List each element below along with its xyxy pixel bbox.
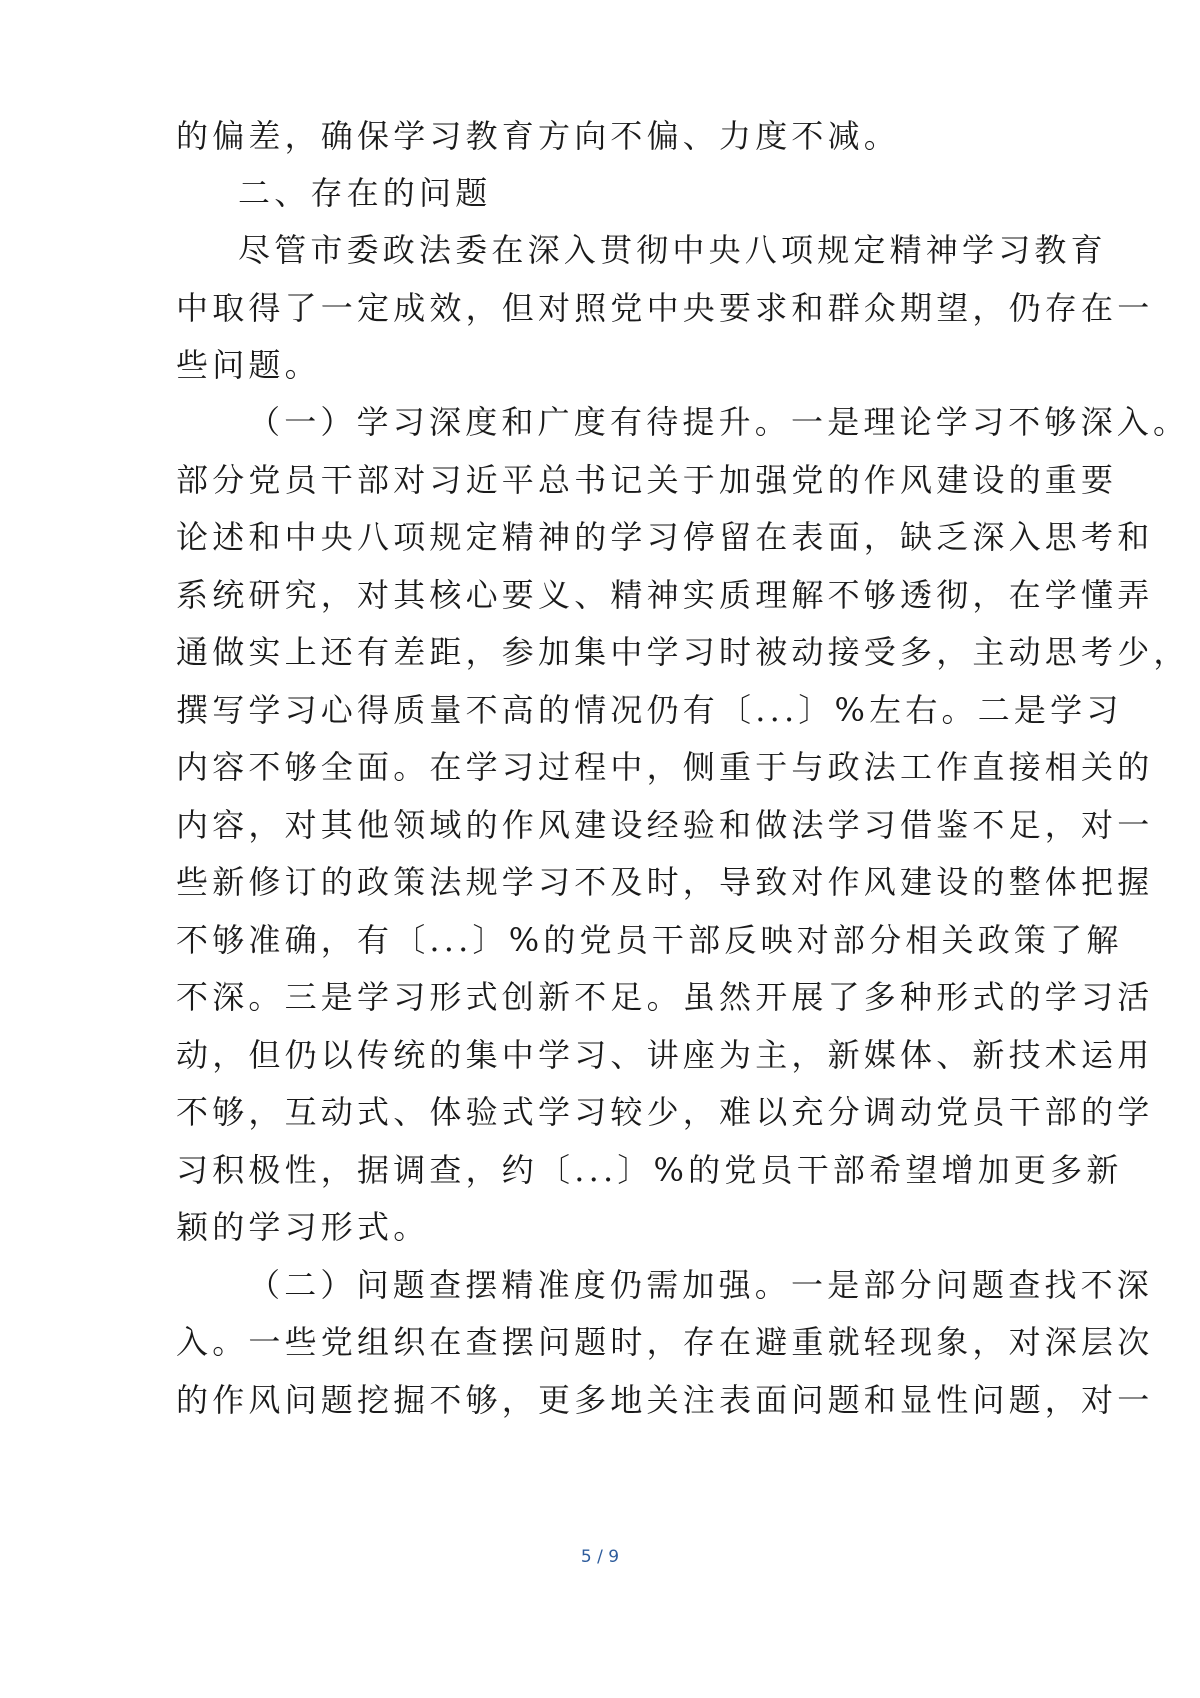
- text-line: 内容不够全面。在学习过程中，侧重于与政法工作直接相关的: [176, 748, 1154, 786]
- text-line: 撰写学习心得质量不高的情况仍有〔...〕%左右。二是学习: [176, 691, 1123, 729]
- text-line: 尽管市委政法委在深入贯彻中央八项规定精神学习教育: [238, 231, 1107, 269]
- text-line: 通做实上还有差距，参加集中学习时被动接受多，主动思考少，: [176, 633, 1190, 671]
- text-line: 入。一些党组织在查摆问题时，存在避重就轻现象，对深层次: [176, 1323, 1154, 1361]
- text-line: 内容，对其他领域的作风建设经验和做法学习借鉴不足，对一: [176, 806, 1154, 844]
- section-heading: 二、存在的问题: [238, 174, 492, 212]
- page-number: 5 / 9: [580, 1547, 620, 1567]
- text-line: 部分党员干部对习近平总书记关于加强党的作风建设的重要: [176, 461, 1118, 499]
- text-line: 不够准确，有〔...〕%的党员干部反映对部分相关政策了解: [176, 921, 1123, 959]
- text-line: 不深。三是学习形式创新不足。虽然开展了多种形式的学习活: [176, 978, 1154, 1016]
- text-line: 些问题。: [176, 346, 321, 384]
- subsection-heading-line: （一）学习深度和广度有待提升。一是理论学习不够深入。: [248, 403, 1190, 441]
- text-line: 的作风问题挖掘不够，更多地关注表面问题和显性问题，对一: [176, 1381, 1154, 1419]
- text-line: 论述和中央八项规定精神的学习停留在表面，缺乏深入思考和: [176, 518, 1154, 556]
- text-line: 的偏差，确保学习教育方向不偏、力度不减。: [176, 117, 901, 155]
- text-line: 不够，互动式、体验式学习较少，难以充分调动党员干部的学: [176, 1093, 1154, 1131]
- text-line: 动，但仍以传统的集中学习、讲座为主，新媒体、新技术运用: [176, 1036, 1154, 1074]
- text-line: 颖的学习形式。: [176, 1208, 430, 1246]
- text-line: 些新修订的政策法规学习不及时，导致对作风建设的整体把握: [176, 863, 1154, 901]
- subsection-heading-line: （二）问题查摆精准度仍需加强。一是部分问题查找不深: [248, 1266, 1154, 1304]
- text-line: 习积极性，据调查，约〔...〕%的党员干部希望增加更多新: [176, 1151, 1123, 1189]
- text-line: 中取得了一定成效，但对照党中央要求和群众期望，仍存在一: [176, 289, 1154, 327]
- text-line: 系统研究，对其核心要义、精神实质理解不够透彻，在学懂弄: [176, 576, 1154, 614]
